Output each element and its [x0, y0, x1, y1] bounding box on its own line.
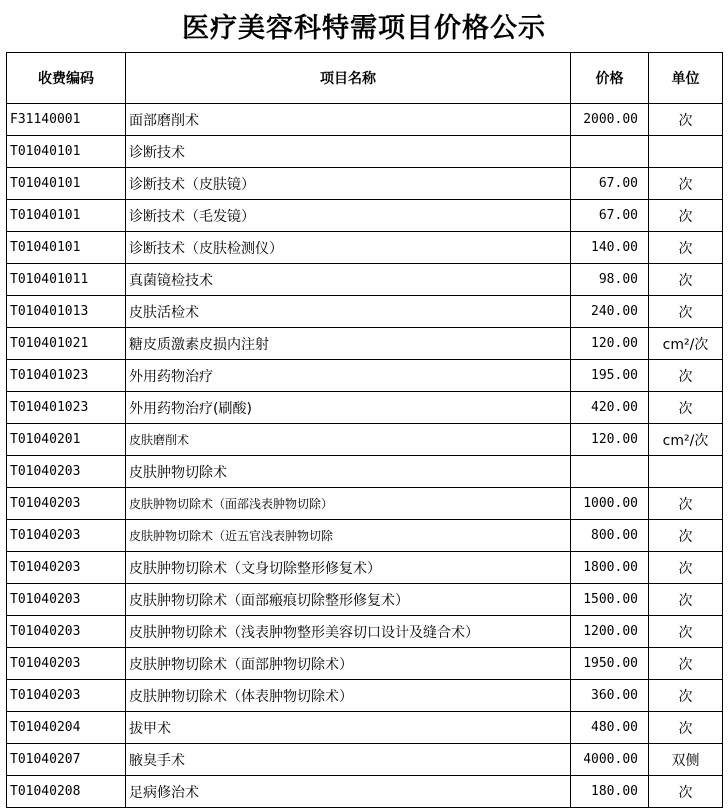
table-row	[7, 488, 723, 520]
cell-code: T01040201	[7, 424, 126, 456]
cell-price: 120.00	[571, 424, 649, 456]
cell-name: 皮肤肿物切除术（面部瘢痕切除整形修复术）	[126, 584, 571, 616]
table-row	[7, 264, 723, 296]
table-row	[7, 360, 723, 392]
cell-name: 拔甲术	[126, 712, 571, 744]
cell-price: 195.00	[571, 360, 649, 392]
cell-code: T01040207	[7, 744, 126, 776]
cell-price: 67.00	[571, 200, 649, 232]
header-unit: 单位	[649, 53, 723, 104]
cell-unit: 次	[649, 552, 723, 584]
table-row	[7, 776, 723, 808]
cell-unit	[649, 136, 723, 168]
table-row	[7, 136, 723, 168]
cell-unit: 次	[649, 680, 723, 712]
cell-code: T01040203	[7, 488, 126, 520]
cell-unit: 次	[649, 616, 723, 648]
cell-name: 皮肤肿物切除术（浅表肿物整形美容切口设计及缝合术）	[126, 616, 571, 648]
cell-name: 皮肤肿物切除术（面部浅表肿物切除）	[126, 488, 571, 520]
cell-price: 480.00	[571, 712, 649, 744]
cell-price: 420.00	[571, 392, 649, 424]
table-row	[7, 232, 723, 264]
table-row	[7, 616, 723, 648]
cell-price: 98.00	[571, 264, 649, 296]
cell-price: 180.00	[571, 776, 649, 808]
table-row	[7, 168, 723, 200]
cell-code: T01040203	[7, 648, 126, 680]
table-row	[7, 552, 723, 584]
cell-name: 皮肤肿物切除术（体表肿物切除术）	[126, 680, 571, 712]
cell-unit: 次	[649, 200, 723, 232]
cell-unit: 次	[649, 584, 723, 616]
cell-code: T01040101	[7, 200, 126, 232]
table-row	[7, 424, 723, 456]
cell-price: 240.00	[571, 296, 649, 328]
cell-code: T01040101	[7, 168, 126, 200]
cell-price: 67.00	[571, 168, 649, 200]
cell-code: T010401011	[7, 264, 126, 296]
cell-code: T01040208	[7, 776, 126, 808]
cell-code: T010401023	[7, 360, 126, 392]
cell-code: T010401023	[7, 392, 126, 424]
cell-unit: 次	[649, 392, 723, 424]
cell-name: 诊断技术（皮肤检测仪）	[126, 232, 571, 264]
cell-unit: 次	[649, 264, 723, 296]
cell-price: 1200.00	[571, 616, 649, 648]
table-row	[7, 200, 723, 232]
cell-code: T01040204	[7, 712, 126, 744]
cell-price: 120.00	[571, 328, 649, 360]
cell-name: 腋臭手术	[126, 744, 571, 776]
cell-unit: 双侧	[649, 744, 723, 776]
cell-price	[571, 136, 649, 168]
cell-name: 诊断技术（毛发镜）	[126, 200, 571, 232]
cell-code: T01040101	[7, 136, 126, 168]
cell-name: 面部磨削术	[126, 104, 571, 136]
table-row	[7, 680, 723, 712]
cell-code: T01040203	[7, 584, 126, 616]
cell-code: T01040101	[7, 232, 126, 264]
cell-name: 诊断技术（皮肤镜）	[126, 168, 571, 200]
cell-code: T010401013	[7, 296, 126, 328]
cell-unit: 次	[649, 712, 723, 744]
cell-price: 140.00	[571, 232, 649, 264]
cell-price: 1000.00	[571, 488, 649, 520]
cell-price: 1950.00	[571, 648, 649, 680]
cell-unit	[649, 456, 723, 488]
cell-name: 诊断技术	[126, 136, 571, 168]
cell-unit: 次	[649, 232, 723, 264]
cell-name: 皮肤肿物切除术（文身切除整形修复术）	[126, 552, 571, 584]
cell-price: 800.00	[571, 520, 649, 552]
cell-price: 1800.00	[571, 552, 649, 584]
cell-name: 皮肤磨削术	[126, 424, 571, 456]
cell-code: T01040203	[7, 616, 126, 648]
header-name: 项目名称	[126, 53, 571, 104]
price-table	[6, 52, 723, 808]
cell-price: 360.00	[571, 680, 649, 712]
header-price: 价格	[571, 53, 649, 104]
cell-name: 皮肤肿物切除术（面部肿物切除术）	[126, 648, 571, 680]
cell-code: F31140001	[7, 104, 126, 136]
cell-unit: 次	[649, 488, 723, 520]
table-row	[7, 712, 723, 744]
table-row	[7, 296, 723, 328]
cell-name: 皮肤活检术	[126, 296, 571, 328]
cell-unit: 次	[649, 104, 723, 136]
cell-name: 糖皮质激素皮损内注射	[126, 328, 571, 360]
table-row	[7, 744, 723, 776]
cell-unit: cm²/次	[649, 424, 723, 456]
cell-price	[571, 456, 649, 488]
table-body	[7, 104, 723, 808]
cell-unit: cm²/次	[649, 328, 723, 360]
page-title: 医疗美容科特需项目价格公示	[182, 13, 546, 44]
table-row	[7, 104, 723, 136]
cell-name: 皮肤肿物切除术	[126, 456, 571, 488]
table-row	[7, 392, 723, 424]
cell-code: T01040203	[7, 520, 126, 552]
cell-price: 1500.00	[571, 584, 649, 616]
cell-code: T01040203	[7, 552, 126, 584]
cell-unit: 次	[649, 776, 723, 808]
cell-unit: 次	[649, 360, 723, 392]
cell-unit: 次	[649, 168, 723, 200]
cell-code: T01040203	[7, 456, 126, 488]
table-row	[7, 456, 723, 488]
cell-name: 足病修治术	[126, 776, 571, 808]
cell-unit: 次	[649, 648, 723, 680]
table-row	[7, 520, 723, 552]
cell-name: 皮肤肿物切除术（近五官浅表肿物切除	[126, 520, 571, 552]
header-code: 收费编码	[7, 53, 126, 104]
table-row	[7, 648, 723, 680]
cell-unit: 次	[649, 296, 723, 328]
cell-name: 外用药物治疗	[126, 360, 571, 392]
cell-code: T01040203	[7, 680, 126, 712]
header-row	[7, 53, 723, 104]
cell-price: 2000.00	[571, 104, 649, 136]
table-row	[7, 584, 723, 616]
cell-name: 真菌镜检技术	[126, 264, 571, 296]
cell-code: T010401021	[7, 328, 126, 360]
cell-name: 外用药物治疗(刷酸)	[126, 392, 571, 424]
cell-price: 4000.00	[571, 744, 649, 776]
table-row	[7, 328, 723, 360]
cell-unit: 次	[649, 520, 723, 552]
